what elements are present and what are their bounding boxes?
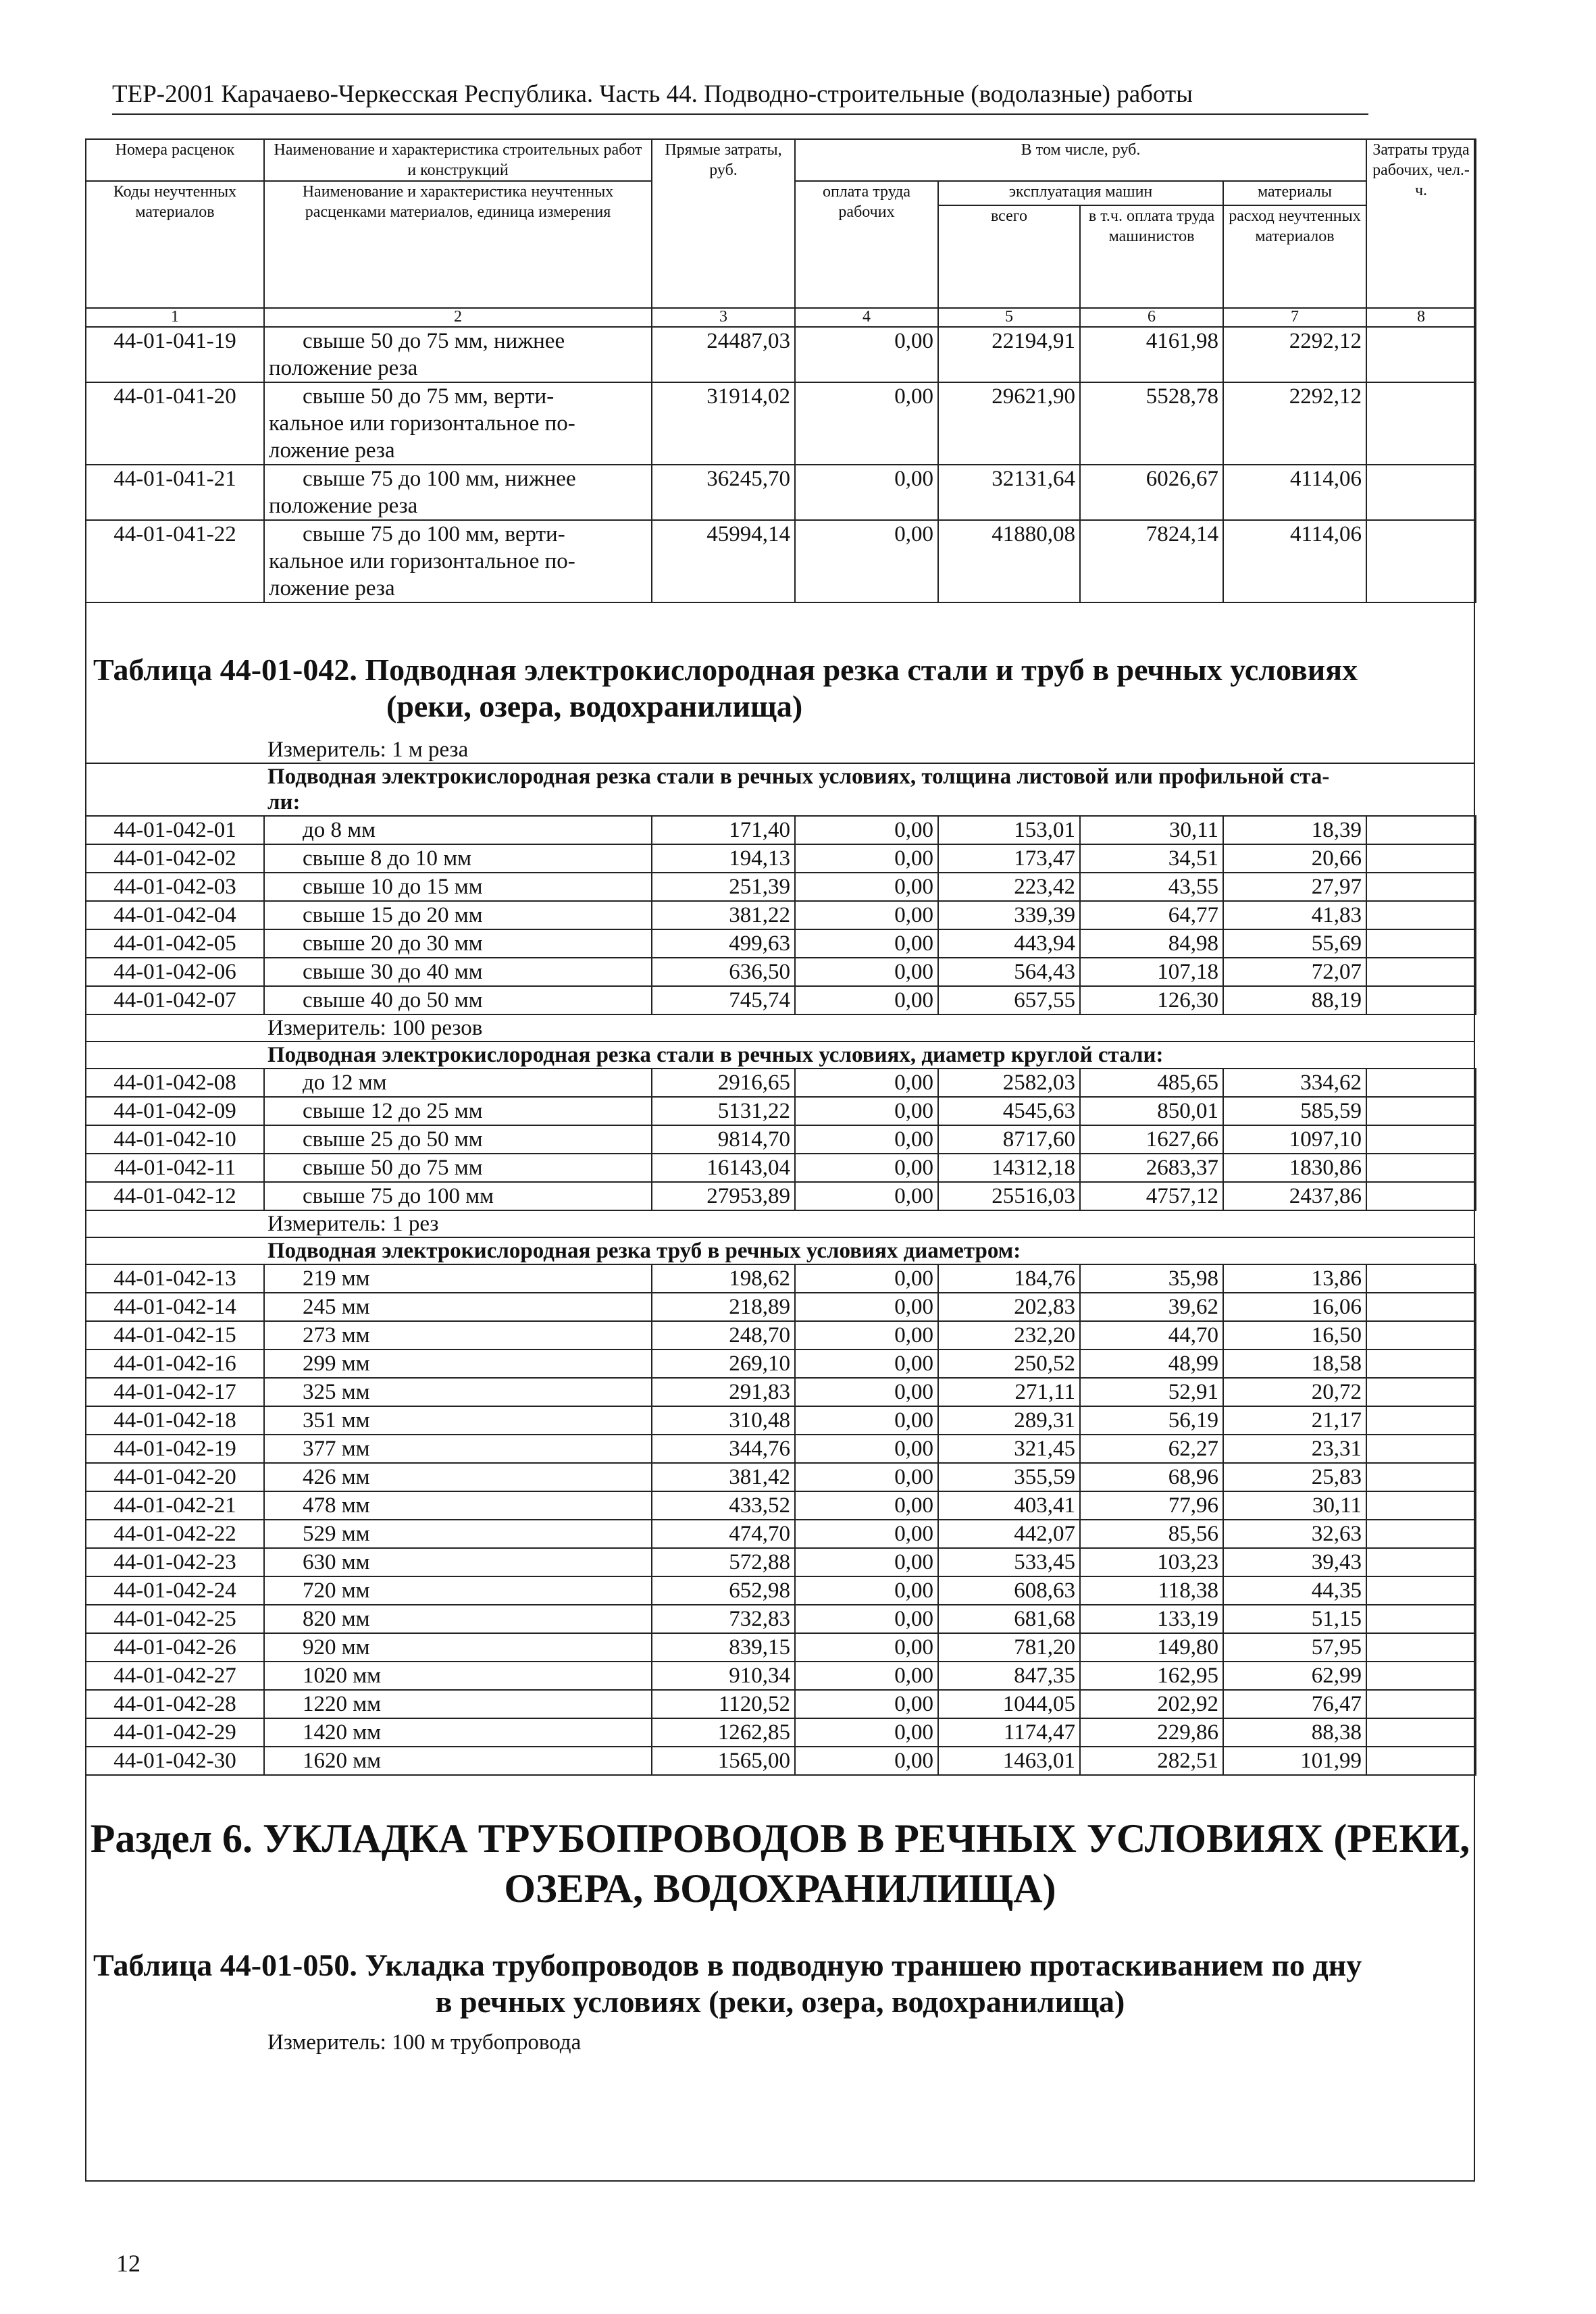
- materials: 334,62: [1223, 1069, 1366, 1097]
- head-col1-top: Номера расценок: [86, 139, 264, 181]
- head-col1-bottom: Коды неучтенных материалов: [86, 181, 264, 308]
- worker-wages: 0,00: [795, 1718, 938, 1747]
- machinist-wages: 6026,67: [1080, 465, 1223, 520]
- direct-costs: 171,40: [652, 816, 795, 844]
- materials: 16,06: [1223, 1293, 1366, 1321]
- worker-wages: 0,00: [795, 1463, 938, 1491]
- rate-code: 44-01-042-18: [86, 1406, 264, 1435]
- col-number: 6: [1080, 308, 1223, 327]
- description-line: ложение реза: [269, 576, 395, 600]
- rate-code: 44-01-042-19: [86, 1435, 264, 1463]
- direct-costs: 310,48: [652, 1406, 795, 1435]
- materials: 44,35: [1223, 1576, 1366, 1605]
- rate-code: 44-01-042-25: [86, 1605, 264, 1633]
- machine-total: 184,76: [938, 1264, 1080, 1293]
- direct-costs: 1120,52: [652, 1690, 795, 1718]
- rate-description: 529 мм: [264, 1520, 652, 1548]
- head-incl: В том числе, руб.: [795, 139, 1366, 181]
- materials: 1097,10: [1223, 1125, 1366, 1154]
- worker-wages: 0,00: [795, 1435, 938, 1463]
- rate-description: 273 мм: [264, 1321, 652, 1349]
- description-line: свыше 50 до 75 мм, верти-: [303, 384, 555, 409]
- rate-code: 44-01-042-27: [86, 1662, 264, 1690]
- machinist-wages: 162,95: [1080, 1662, 1223, 1690]
- materials: 18,39: [1223, 816, 1366, 844]
- rate-code: 44-01-042-28: [86, 1690, 264, 1718]
- materials: 2437,86: [1223, 1182, 1366, 1210]
- measure-2: Измеритель: 100 резов: [85, 1015, 1475, 1042]
- rate-code: 44-01-042-09: [86, 1097, 264, 1125]
- subheading-3: Подводная электрокислородная резка труб в речных условиях диаметром:: [267, 1239, 1021, 1263]
- machine-total: 443,94: [938, 929, 1080, 958]
- rate-code: 44-01-042-07: [86, 986, 264, 1014]
- materials: 57,95: [1223, 1633, 1366, 1662]
- machinist-wages: 62,27: [1080, 1435, 1223, 1463]
- worker-wages: 0,00: [795, 901, 938, 929]
- machinist-wages: 5528,78: [1080, 382, 1223, 465]
- materials: 18,58: [1223, 1349, 1366, 1378]
- section-6-title: Раздел 6. УКЛАДКА ТРУБОПРОВОДОВ В РЕЧНЫХ УСЛОВИЯХ (РЕКИ,: [90, 1816, 1470, 1861]
- direct-costs: 344,76: [652, 1435, 795, 1463]
- machine-total: 153,01: [938, 816, 1080, 844]
- materials: 4114,06: [1223, 465, 1366, 520]
- machinist-wages: 43,55: [1080, 873, 1223, 901]
- table-50-title-cont: в речных условиях (реки, озера, водохранилища): [435, 1984, 1125, 2019]
- machinist-wages: 34,51: [1080, 844, 1223, 873]
- rate-description: 299 мм: [264, 1349, 652, 1378]
- rate-code: 44-01-042-01: [86, 816, 264, 844]
- head-col2-top: Наименование и характеристика строительных работ и конструкций: [264, 139, 652, 181]
- machinist-wages: 202,92: [1080, 1690, 1223, 1718]
- materials: 1830,86: [1223, 1154, 1366, 1182]
- machinist-wages: 52,91: [1080, 1378, 1223, 1406]
- machinist-wages: 68,96: [1080, 1463, 1223, 1491]
- rate-code: 44-01-042-13: [86, 1264, 264, 1293]
- worker-wages: 0,00: [795, 1747, 938, 1775]
- machine-total: 339,39: [938, 901, 1080, 929]
- rate-code: 44-01-042-06: [86, 958, 264, 986]
- worker-wages: 0,00: [795, 1293, 938, 1321]
- materials: 585,59: [1223, 1097, 1366, 1125]
- materials: 16,50: [1223, 1321, 1366, 1349]
- direct-costs: 1565,00: [652, 1747, 795, 1775]
- rate-code: 44-01-042-17: [86, 1378, 264, 1406]
- head-materials: материалы: [1223, 181, 1366, 205]
- head-col7: расход неучтенных материалов: [1223, 205, 1366, 308]
- head-col6: в т.ч. оплата труда машинистов: [1080, 205, 1223, 308]
- rate-description: свыше 50 до 75 мм: [264, 1154, 652, 1182]
- rate-description: свыше 40 до 50 мм: [264, 986, 652, 1014]
- subheading-1: Подводная электрокислородная резка стали в речных условиях, толщина листовой или профильной ста-: [267, 765, 1330, 789]
- machinist-wages: 48,99: [1080, 1349, 1223, 1378]
- machine-total: 1044,05: [938, 1690, 1080, 1718]
- rate-code: 44-01-041-21: [86, 465, 264, 520]
- rate-code: 44-01-042-22: [86, 1520, 264, 1548]
- direct-costs: 745,74: [652, 986, 795, 1014]
- materials: 32,63: [1223, 1520, 1366, 1548]
- measure-table-50: Измеритель: 100 м трубопровода: [267, 2030, 582, 2055]
- materials: 39,43: [1223, 1548, 1366, 1576]
- materials: 30,11: [1223, 1491, 1366, 1520]
- direct-costs: 381,42: [652, 1463, 795, 1491]
- rate-description: свыше 75 до 100 мм: [264, 1182, 652, 1210]
- direct-costs: 839,15: [652, 1633, 795, 1662]
- machinist-wages: 850,01: [1080, 1097, 1223, 1125]
- machine-total: 223,42: [938, 873, 1080, 901]
- worker-wages: 0,00: [795, 873, 938, 901]
- direct-costs: 9814,70: [652, 1125, 795, 1154]
- machinist-wages: 2683,37: [1080, 1154, 1223, 1182]
- machinist-wages: 149,80: [1080, 1633, 1223, 1662]
- machine-total: 442,07: [938, 1520, 1080, 1548]
- machine-total: 403,41: [938, 1491, 1080, 1520]
- worker-wages: 0,00: [795, 958, 938, 986]
- machinist-wages: 4757,12: [1080, 1182, 1223, 1210]
- machine-total: 29621,90: [938, 382, 1080, 465]
- rate-code: 44-01-042-29: [86, 1718, 264, 1747]
- materials: 27,97: [1223, 873, 1366, 901]
- machine-total: 232,20: [938, 1321, 1080, 1349]
- machinist-wages: 85,56: [1080, 1520, 1223, 1548]
- rate-code: 44-01-042-16: [86, 1349, 264, 1378]
- machine-total: 41880,08: [938, 520, 1080, 602]
- materials: 20,72: [1223, 1378, 1366, 1406]
- rate-description: до 8 мм: [264, 816, 652, 844]
- rate-description: 920 мм: [264, 1633, 652, 1662]
- rate-description: 325 мм: [264, 1378, 652, 1406]
- machine-total: 321,45: [938, 1435, 1080, 1463]
- worker-wages: 0,00: [795, 986, 938, 1014]
- machinist-wages: 107,18: [1080, 958, 1223, 986]
- rate-code: 44-01-042-20: [86, 1463, 264, 1491]
- rate-code: 44-01-041-20: [86, 382, 264, 465]
- col-number: 7: [1223, 308, 1366, 327]
- machine-total: 533,45: [938, 1548, 1080, 1576]
- rate-code: 44-01-042-02: [86, 844, 264, 873]
- rate-description: 351 мм: [264, 1406, 652, 1435]
- direct-costs: 381,22: [652, 901, 795, 929]
- worker-wages: 0,00: [795, 1097, 938, 1125]
- worker-wages: 0,00: [795, 1548, 938, 1576]
- machinist-wages: 56,19: [1080, 1406, 1223, 1435]
- worker-wages: 0,00: [795, 1690, 938, 1718]
- worker-wages: 0,00: [795, 844, 938, 873]
- head-machines: эксплуатация машин: [938, 181, 1223, 205]
- col-number: 5: [938, 308, 1080, 327]
- direct-costs: 198,62: [652, 1264, 795, 1293]
- description-line: положение реза: [269, 494, 418, 518]
- section-6-title-cont: ОЗЕРА, ВОДОХРАНИЛИЩА): [504, 1866, 1056, 1911]
- direct-costs: 16143,04: [652, 1154, 795, 1182]
- direct-costs: 910,34: [652, 1662, 795, 1690]
- rate-description: 1020 мм: [264, 1662, 652, 1690]
- machinist-wages: 39,62: [1080, 1293, 1223, 1321]
- measure-3: Измеритель: 1 рез: [85, 1211, 1475, 1238]
- machine-total: 847,35: [938, 1662, 1080, 1690]
- machine-total: 250,52: [938, 1349, 1080, 1378]
- worker-wages: 0,00: [795, 1520, 938, 1548]
- worker-wages: 0,00: [795, 1576, 938, 1605]
- page-number: 12: [116, 2250, 140, 2277]
- materials: 41,83: [1223, 901, 1366, 929]
- machinist-wages: 4161,98: [1080, 327, 1223, 382]
- direct-costs: 636,50: [652, 958, 795, 986]
- subheading-2: Подводная электрокислородная резка стали в речных условиях, диаметр круглой стали:: [267, 1043, 1164, 1067]
- worker-wages: 0,00: [795, 1633, 938, 1662]
- machinist-wages: 118,38: [1080, 1576, 1223, 1605]
- direct-costs: 248,70: [652, 1321, 795, 1349]
- direct-costs: 652,98: [652, 1576, 795, 1605]
- col-number: 8: [1366, 308, 1476, 327]
- rate-code: 44-01-042-14: [86, 1293, 264, 1321]
- materials: 72,07: [1223, 958, 1366, 986]
- measure-1: Измеритель: 1 м реза: [85, 737, 1475, 764]
- machinist-wages: 7824,14: [1080, 520, 1223, 602]
- machine-total: 289,31: [938, 1406, 1080, 1435]
- machine-total: 681,68: [938, 1605, 1080, 1633]
- materials: 23,31: [1223, 1435, 1366, 1463]
- rate-description: 426 мм: [264, 1463, 652, 1491]
- machine-total: 32131,64: [938, 465, 1080, 520]
- rate-description: 245 мм: [264, 1293, 652, 1321]
- table-42-title: Таблица 44-01-042. Подводная электрокислородная резка стали и труб в речных условиях: [93, 652, 1358, 687]
- rate-code: 44-01-042-10: [86, 1125, 264, 1154]
- rate-description: 377 мм: [264, 1435, 652, 1463]
- worker-wages: 0,00: [795, 520, 938, 602]
- description-line: кальное или горизонтальное по-: [269, 549, 575, 573]
- direct-costs: 2916,65: [652, 1069, 795, 1097]
- table-42-title-cont: (реки, озера, водохранилища): [386, 689, 803, 723]
- col-number: 4: [795, 308, 938, 327]
- direct-costs: 433,52: [652, 1491, 795, 1520]
- rate-description: 1420 мм: [264, 1718, 652, 1747]
- rate-code: 44-01-041-22: [86, 520, 264, 602]
- rate-description: свыше 15 до 20 мм: [264, 901, 652, 929]
- direct-costs: 474,70: [652, 1520, 795, 1548]
- page-frame: [85, 138, 1475, 2182]
- machine-total: 173,47: [938, 844, 1080, 873]
- direct-costs: 1262,85: [652, 1718, 795, 1747]
- worker-wages: 0,00: [795, 465, 938, 520]
- rate-description: до 12 мм: [264, 1069, 652, 1097]
- worker-wages: 0,00: [795, 1491, 938, 1520]
- rate-description: свыше 10 до 15 мм: [264, 873, 652, 901]
- description-line: кальное или горизонтальное по-: [269, 411, 575, 436]
- rate-description: 820 мм: [264, 1605, 652, 1633]
- table-50-title: Таблица 44-01-050. Укладка трубопроводов в подводную траншею протаскиванием по дну: [93, 1948, 1362, 1982]
- rate-description: 630 мм: [264, 1548, 652, 1576]
- machine-total: 2582,03: [938, 1069, 1080, 1097]
- materials: 88,19: [1223, 986, 1366, 1014]
- worker-wages: 0,00: [795, 929, 938, 958]
- rate-description: 478 мм: [264, 1491, 652, 1520]
- machine-total: 271,11: [938, 1378, 1080, 1406]
- machinist-wages: 126,30: [1080, 986, 1223, 1014]
- direct-costs: 269,10: [652, 1349, 795, 1378]
- subheading-1-cont: ли:: [267, 790, 301, 815]
- machine-total: 1174,47: [938, 1718, 1080, 1747]
- materials: 4114,06: [1223, 520, 1366, 602]
- rate-code: 44-01-042-15: [86, 1321, 264, 1349]
- worker-wages: 0,00: [795, 327, 938, 382]
- machine-total: 22194,91: [938, 327, 1080, 382]
- worker-wages: 0,00: [795, 1406, 938, 1435]
- col-number: 2: [264, 308, 652, 327]
- materials: 101,99: [1223, 1747, 1366, 1775]
- materials: 25,83: [1223, 1463, 1366, 1491]
- rate-description: свыше 20 до 30 мм: [264, 929, 652, 958]
- rate-description: 1620 мм: [264, 1747, 652, 1775]
- rate-description: 1220 мм: [264, 1690, 652, 1718]
- materials: 51,15: [1223, 1605, 1366, 1633]
- rate-code: 44-01-042-05: [86, 929, 264, 958]
- rate-code: 44-01-042-03: [86, 873, 264, 901]
- machine-total: 1463,01: [938, 1747, 1080, 1775]
- machinist-wages: 35,98: [1080, 1264, 1223, 1293]
- materials: 21,17: [1223, 1406, 1366, 1435]
- direct-costs: 5131,22: [652, 1097, 795, 1125]
- direct-costs: 732,83: [652, 1605, 795, 1633]
- machine-total: 4545,63: [938, 1097, 1080, 1125]
- materials: 88,38: [1223, 1718, 1366, 1747]
- machine-total: 355,59: [938, 1463, 1080, 1491]
- page-header: ТЕР-2001 Карачаево-Черкесская Республика. Часть 44. Подводно-строительные (водолазные) работы: [112, 80, 1368, 115]
- worker-wages: 0,00: [795, 1154, 938, 1182]
- rate-description: свыше 8 до 10 мм: [264, 844, 652, 873]
- worker-wages: 0,00: [795, 382, 938, 465]
- machine-total: 202,83: [938, 1293, 1080, 1321]
- machine-total: 25516,03: [938, 1182, 1080, 1210]
- worker-wages: 0,00: [795, 1349, 938, 1378]
- description-line: свыше 50 до 75 мм, нижнее: [303, 329, 565, 353]
- machine-total: 564,43: [938, 958, 1080, 986]
- rate-code: 44-01-042-26: [86, 1633, 264, 1662]
- rate-code: 44-01-042-23: [86, 1548, 264, 1576]
- direct-costs: 218,89: [652, 1293, 795, 1321]
- machine-total: 14312,18: [938, 1154, 1080, 1182]
- col-number: 1: [86, 308, 264, 327]
- col-number: 3: [652, 308, 795, 327]
- machinist-wages: 84,98: [1080, 929, 1223, 958]
- worker-wages: 0,00: [795, 1605, 938, 1633]
- direct-costs: 572,88: [652, 1548, 795, 1576]
- machinist-wages: 282,51: [1080, 1747, 1223, 1775]
- materials: 2292,12: [1223, 327, 1366, 382]
- rate-description: свыше 12 до 25 мм: [264, 1097, 652, 1125]
- direct-costs: 499,63: [652, 929, 795, 958]
- direct-costs: 291,83: [652, 1378, 795, 1406]
- machine-total: 657,55: [938, 986, 1080, 1014]
- head-col4: оплата труда рабочих: [795, 181, 938, 308]
- direct-costs: 36245,70: [652, 465, 795, 520]
- rate-code: 44-01-042-21: [86, 1491, 264, 1520]
- worker-wages: 0,00: [795, 816, 938, 844]
- machine-total: 608,63: [938, 1576, 1080, 1605]
- direct-costs: 24487,03: [652, 327, 795, 382]
- head-col8: Затраты труда рабочих, чел.-ч.: [1366, 139, 1476, 308]
- materials: 20,66: [1223, 844, 1366, 873]
- machinist-wages: 44,70: [1080, 1321, 1223, 1349]
- materials: 62,99: [1223, 1662, 1366, 1690]
- head-col3: Прямые затраты, руб.: [652, 139, 795, 308]
- machine-total: 781,20: [938, 1633, 1080, 1662]
- machinist-wages: 77,96: [1080, 1491, 1223, 1520]
- description-line: свыше 75 до 100 мм, нижнее: [303, 467, 576, 491]
- rate-description: свыше 30 до 40 мм: [264, 958, 652, 986]
- rate-code: 44-01-042-11: [86, 1154, 264, 1182]
- rate-code: 44-01-042-30: [86, 1747, 264, 1775]
- rate-code: 44-01-042-08: [86, 1069, 264, 1097]
- direct-costs: 251,39: [652, 873, 795, 901]
- machinist-wages: 30,11: [1080, 816, 1223, 844]
- rate-description: 720 мм: [264, 1576, 652, 1605]
- worker-wages: 0,00: [795, 1264, 938, 1293]
- materials: 76,47: [1223, 1690, 1366, 1718]
- machinist-wages: 103,23: [1080, 1548, 1223, 1576]
- worker-wages: 0,00: [795, 1378, 938, 1406]
- direct-costs: 31914,02: [652, 382, 795, 465]
- worker-wages: 0,00: [795, 1125, 938, 1154]
- description-line: положение реза: [269, 356, 418, 380]
- rate-description: свыше 25 до 50 мм: [264, 1125, 652, 1154]
- rate-code: 44-01-042-24: [86, 1576, 264, 1605]
- rate-code: 44-01-041-19: [86, 327, 264, 382]
- worker-wages: 0,00: [795, 1182, 938, 1210]
- direct-costs: 194,13: [652, 844, 795, 873]
- rate-code: 44-01-042-04: [86, 901, 264, 929]
- machinist-wages: 229,86: [1080, 1718, 1223, 1747]
- description-line: ложение реза: [269, 438, 395, 463]
- worker-wages: 0,00: [795, 1069, 938, 1097]
- materials: 55,69: [1223, 929, 1366, 958]
- rate-code: 44-01-042-12: [86, 1182, 264, 1210]
- head-col2-bottom: Наименование и характеристика неучтенных расценками материалов, единица измерения: [264, 181, 652, 308]
- machine-total: 8717,60: [938, 1125, 1080, 1154]
- rate-description: 219 мм: [264, 1264, 652, 1293]
- direct-costs: 27953,89: [652, 1182, 795, 1210]
- direct-costs: 45994,14: [652, 520, 795, 602]
- worker-wages: 0,00: [795, 1321, 938, 1349]
- head-col5: всего: [938, 205, 1080, 308]
- materials: 2292,12: [1223, 382, 1366, 465]
- worker-wages: 0,00: [795, 1662, 938, 1690]
- machinist-wages: 1627,66: [1080, 1125, 1223, 1154]
- description-line: свыше 75 до 100 мм, верти-: [303, 522, 565, 546]
- machinist-wages: 485,65: [1080, 1069, 1223, 1097]
- materials: 13,86: [1223, 1264, 1366, 1293]
- machinist-wages: 64,77: [1080, 901, 1223, 929]
- machinist-wages: 133,19: [1080, 1605, 1223, 1633]
